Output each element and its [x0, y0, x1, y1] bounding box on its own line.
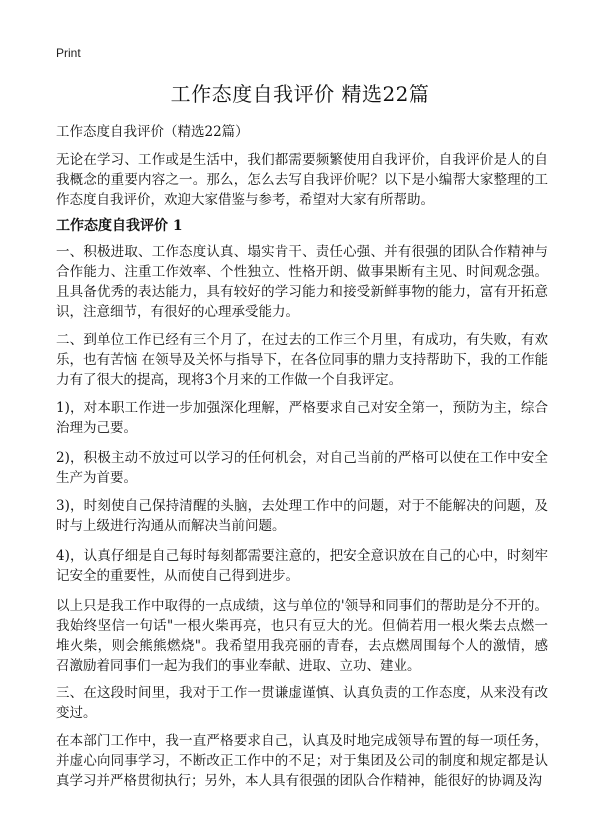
- body-paragraph: 4)，认真仔细是自己每时每刻都需要注意的，把安全意识放在自己的心中，时刻牢记安全的重要性，从而使自己得到进步。: [56, 548, 548, 584]
- body-paragraph: 一、积极进取、工作态度认真、塌实肯干、责任心强、并有很强的团队合作精神与合作能力、注重工作效率、个性独立、性格开朗、做事果断有主见、时间观念强。且具备优秀的表达能力，具有较好的学习能力和接受新鲜事物的能力，富有开拓意识，注意细节，有很好的心理承受能力。: [56, 244, 548, 320]
- body-paragraph: 三、在这段时间里，我对于工作一贯谦虚谨慎、认真负责的工作态度，从来没有改变过。: [56, 685, 548, 721]
- intro-paragraph: 无论在学习、工作或是生活中，我们都需要频繁使用自我评价，自我评价是人的自我概念的重要内容之一。那么，怎么去写自我评价呢？以下是小编帮大家整理的工作态度自我评价，欢迎大家借鉴与参考，希望对大家有所帮助。: [56, 152, 548, 208]
- body-paragraph: 3)，时刻使自己保持清醒的头脑，去处理工作中的问题，对于不能解决的问题，及时与上级进行沟通从而解决当前问题。: [56, 498, 548, 534]
- body-paragraph: 在本部门工作中，我一直严格要求自己，认真及时地完成领导布置的每一项任务，并虚心向同事学习，不断改正工作中的不足；对于集团及公司的制度和规定都是认真学习并严格贯彻执行；另外，本人具有很强的团队合作精神，能很好的协调及沟: [56, 733, 548, 789]
- body-paragraph: 2)，积极主动不放过可以学习的任何机会，对自己当前的严格可以使在工作中安全生产为首要。: [56, 450, 548, 486]
- print-link[interactable]: Print: [56, 46, 81, 60]
- document-title: 工作态度自我评价 精选22篇: [170, 82, 430, 106]
- body-paragraph: 1)，对本职工作进一步加强深化理解，严格要求自己对安全第一，预防为主，综合治理为己要。: [56, 400, 548, 436]
- document-subtitle: 工作态度自我评价（精选22篇）: [56, 124, 249, 140]
- section-heading: 工作态度自我评价 1: [56, 218, 183, 234]
- body-paragraph: 以上只是我工作中取得的一点成绩，这与单位的'领导和同事们的帮助是分不开的。我始终坚信一句话"一根火柴再亮，也只有豆大的光。但倘若用一根火柴去点燃一堆火柴，则会熊熊燃烧"。我希望用我亮丽的青春，去点燃周围每个人的激情，感召激励着同事们一起为我们的事业奉献、进取、立功、建业。: [56, 598, 548, 674]
- body-paragraph: 二、到单位工作已经有三个月了，在过去的工作三个月里，有成功，有失败，有欢乐，也有苦恼 在领导及关怀与指导下，在各位同事的鼎力支持帮助下，我的工作能力有了很大的提高，现将3个月来的工作做一个自我评定。: [56, 332, 548, 388]
